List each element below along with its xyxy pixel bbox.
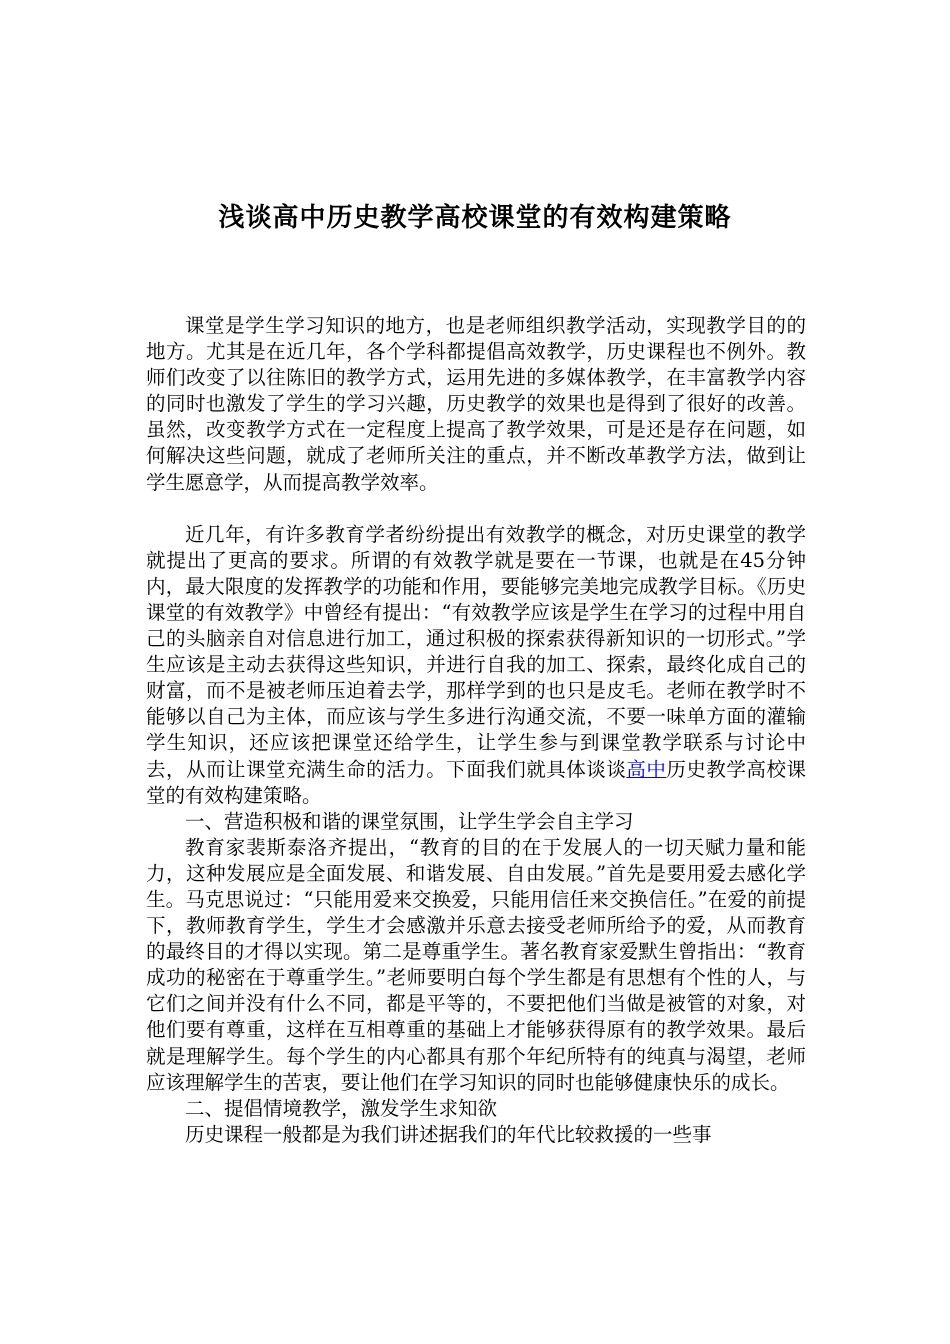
gaozhong-link[interactable]: 高中 xyxy=(626,757,667,781)
paragraph-harmonious-atmosphere: 教育家裴斯泰洛齐提出，“教育的目的在于发展人的一切天赋力量和能力，这种发展应是全面发展、和谐发展、自由发展。”首先是要用爱去感化学生。马克思说过：“只能用爱来交换爱，只能用信任来交换信任。”在爱的前提下，教师教育学生，学生才会感激并乐意去接受老师所给予的爱，从而教育的最终目的才得以实现。第二是尊重学生。著名教育家爱默生曾指出：“教育成功的秘密在于尊重学生。”老师要明白每个学生都是有思想有个性的人，与它们之间并没有什么不同，都是平等的，不要把他们当做是被管的对象，对他们要有尊重，这样在互相尊重的基础上才能够获得原有的教学效果。最后就是理解学生。每个学生的内心都具有那个年纪所特有的纯真与渴望，老师应该理解学生的苦衷，要让他们在学习知识的同时也能够健康快乐的成长。 xyxy=(146,835,806,1094)
section-heading-1: 一、营造积极和谐的课堂氛围，让学生学会自主学习 xyxy=(185,809,634,833)
paragraph-text-before-link: 近几年，有许多教育学者纷纷提出有效教学的概念，对历史课堂的教学就提出了更高的要求。所谓的有效教学就是要在一节课，也就是在45分钟内，最大限度的发挥教学的功能和作用，要能够完美地完成教学目标。《历史课堂的有效教学》中曾经有提出：“有效教学应该是学生在学习的过程中用自己的头脑亲自对信息进行加工，通过积极的探索获得新知识的一切形式。”学生应该是主动去获得这些知识，并进行自我的加工、探索，最终化成自己的财富，而不是被老师压迫着去学，那样学到的也只是皮毛。老师在教学时不能够以自己为主体，而应该与学生多进行沟通交流，不要一味单方面的灌输学生知识，还应该把课堂还给学生，让学生参与到课堂教学联系与讨论中去，从而让课堂充满生命的活力。下面我们就具体谈谈 xyxy=(146,522,806,781)
section-heading-2: 二、提倡情境教学，激发学生求知欲 xyxy=(185,1096,498,1120)
document-body xyxy=(146,313,806,1148)
paragraph-effective-teaching xyxy=(146,522,806,809)
document-title: 浅谈高中历史教学高校课堂的有效构建策略 xyxy=(218,203,732,233)
paragraph-situational-teaching: 历史课程一般都是为我们讲述据我们的年代比较救援的一些事 xyxy=(185,1122,712,1146)
paragraph-text-after-link: 历史教学高校课堂的有效构建策略。 xyxy=(146,757,806,807)
paragraph-intro: 课堂是学生学习知识的地方，也是老师组织教学活动，实现教学目的的地方。尤其是在近几年，各个学科都提倡高效教学，历史课程也不例外。教师们改变了以往陈旧的教学方式，运用先进的多媒体教学，在丰富教学内容的同时也激发了学生的学习兴趣，历史教学的效果也是得到了很好的改善。虽然，改变教学方式在一定程度上提高了教学效果，可是还是存在问题，如何解决这些问题，就成了老师所关注的重点，并不断改革教学方法，做到让学生愿意学，从而提高教学效率。 xyxy=(146,314,806,494)
